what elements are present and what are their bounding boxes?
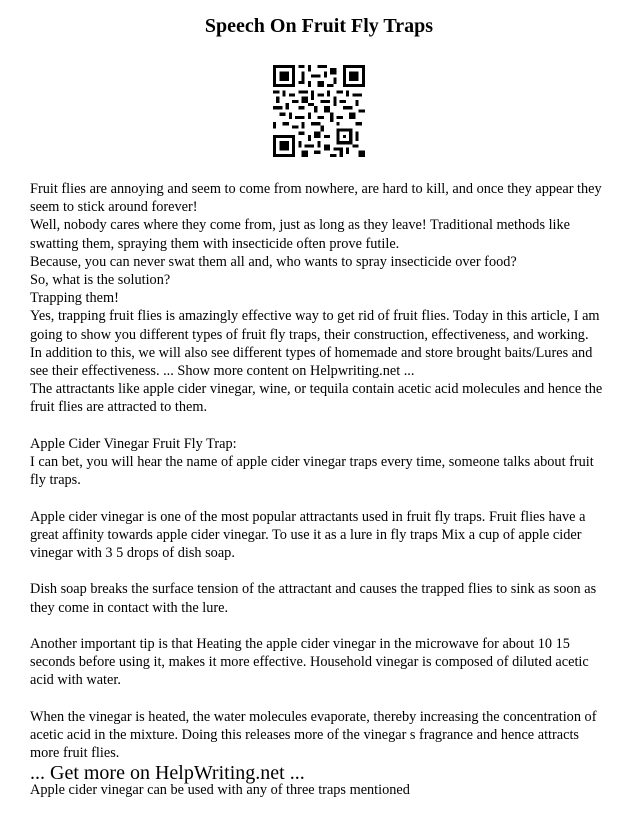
paragraph: Well, nobody cares where they come from, just as long as they leave! Traditional methods like swatting them, spraying them with insecticide often prove futile.: [30, 217, 571, 252]
paragraph: I can bet, you will hear the name of apple cider vinegar traps every time, someone talks about fruit fly traps.: [30, 454, 594, 489]
article-body: [30, 180, 610, 799]
paragraph: So, what is the solution?: [30, 272, 171, 289]
paragraph: Apple cider vinegar can be used with any of three traps mentioned: [30, 781, 410, 798]
section-heading: Apple Cider Vinegar Fruit Fly Trap:: [30, 435, 237, 452]
paragraph: Because, you can never swat them all and, who wants to spray insecticide over food?: [30, 253, 517, 270]
paragraph: Yes, trapping fruit flies is amazingly effective way to get rid of fruit flies. Today in this article, I am going to show you different types of fruit fly traps, their construction, effectiveness, and working.: [30, 308, 600, 343]
paragraph: Another important tip is that Heating the apple cider vinegar in the microwave for about 10 15 seconds before using it, makes it more effective. Household vinegar is composed of diluted acetic acid with water.: [30, 636, 589, 689]
paragraph: Dish soap breaks the surface tension of the attractant and causes the trapped flies to sink as soon as they come in contact with the lure.: [30, 581, 597, 616]
paragraph: Apple cider vinegar is one of the most popular attractants used in fruit fly traps. Fruit flies have a great affinity towards apple cider vinegar. To use it as a lure in fly traps Mix a cup of apple cider vinegar with 3 5 drops of dish soap.: [30, 508, 586, 562]
page-title: Speech On Fruit Fly Traps: [204, 15, 434, 37]
paragraph: Trapping them!: [30, 290, 119, 307]
get-more-link[interactable]: ... Get more on HelpWriting.net ...: [30, 762, 305, 784]
qr-code-image: [273, 65, 365, 157]
paragraph: When the vinegar is heated, the water molecules evaporate, thereby increasing the concentration of acetic acid in the mixture. Doing this releases more of the vinegar s fragrance and hence attracts more fruit flies.: [30, 708, 597, 762]
paragraph: In addition to this, we will also see different types of homemade and store brought baits/Lures and see their effectiveness. ... Show more content on Helpwriting.net ...: [30, 344, 593, 380]
paragraph: The attractants like apple cider vinegar, wine, or tequila contain acetic acid molecules and hence the fruit flies are attracted to them.: [30, 381, 603, 416]
paragraph: Fruit flies are annoying and seem to come from nowhere, are hard to kill, and once they appear they seem to stick around forever!: [30, 181, 602, 216]
